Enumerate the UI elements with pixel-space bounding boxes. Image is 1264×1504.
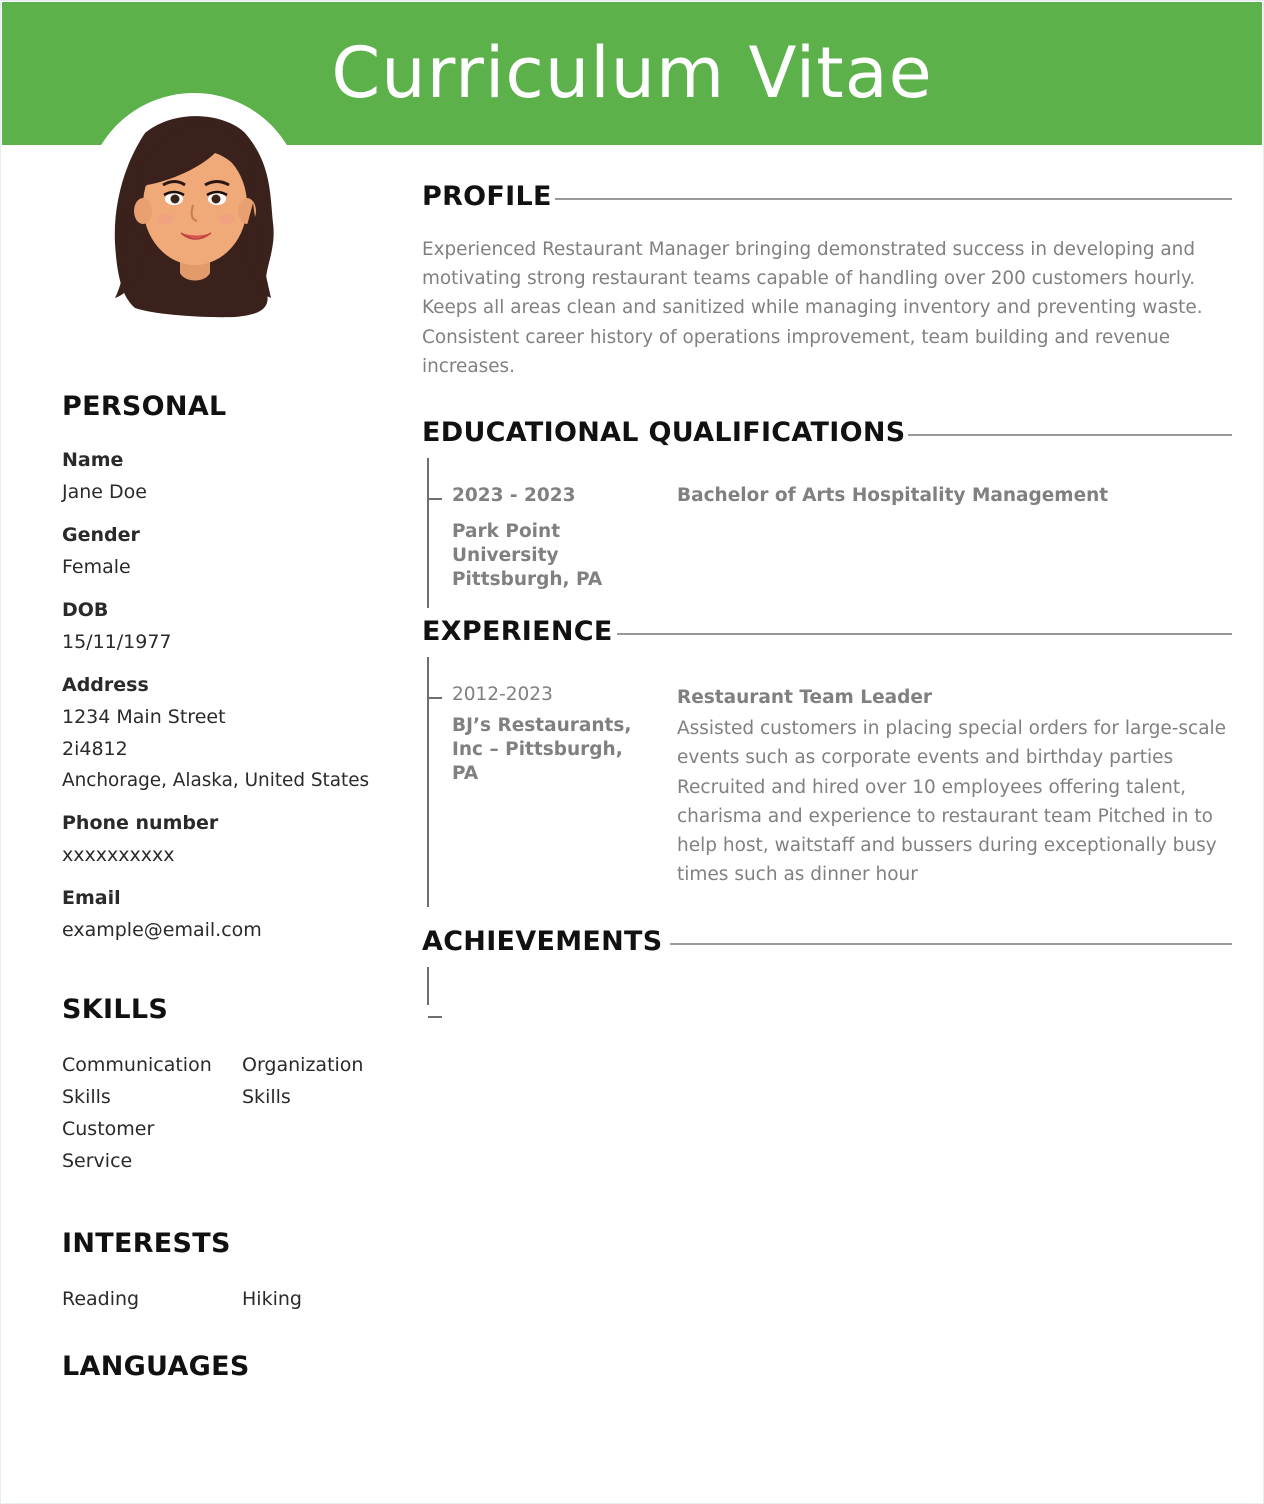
education-dates: 2023 - 2023: [452, 485, 576, 506]
timeline-tick: [428, 1016, 442, 1018]
section-divider: [617, 633, 1232, 635]
name-value: Jane Doe: [62, 481, 147, 503]
profile-text: Experienced Restaurant Manager bringing demonstrated success in developing and motivating strong restaurant teams capable of handling over 200 customers hourly. Keeps all areas clean and sanitized while managing inventory and preventing waste. Consistent career history of operations improvement, team building and revenue increases.: [422, 239, 1203, 377]
experience-company: BJ’s Restaurants, Inc – Pittsburgh, PA: [452, 715, 632, 784]
interest-item: Hiking: [242, 1288, 302, 1310]
achievements-heading: ACHIEVEMENTS: [422, 926, 663, 957]
address-label: Address: [62, 674, 149, 696]
address-line3: Anchorage, Alaska, United States: [62, 770, 370, 791]
address-line2: 2i4812: [62, 738, 128, 760]
skill-item: Customer Service: [62, 1118, 155, 1172]
education-heading: EDUCATIONAL QUALIFICATIONS: [422, 417, 906, 448]
timeline-line: [427, 458, 429, 608]
personal-heading: PERSONAL: [62, 391, 227, 422]
profile-heading: PROFILE: [422, 181, 552, 212]
dob-label: DOB: [62, 599, 109, 621]
name-label: Name: [62, 449, 124, 471]
interests-heading: INTERESTS: [62, 1228, 231, 1259]
education-degree: Bachelor of Arts Hospitality Management: [677, 485, 1109, 506]
experience-dates: 2012-2023: [452, 684, 553, 705]
section-divider: [555, 198, 1232, 200]
timeline-line: [427, 657, 429, 907]
phone-value: xxxxxxxxxx: [62, 844, 175, 866]
skill-item: Organization Skills: [242, 1054, 364, 1108]
avatar: [85, 93, 303, 333]
timeline-tick: [428, 498, 442, 500]
section-divider: [670, 943, 1232, 945]
phone-label: Phone number: [62, 812, 219, 834]
skill-item: Communication Skills: [62, 1054, 212, 1108]
email-value: example@email.com: [62, 919, 262, 941]
experience-role: Restaurant Team Leader: [677, 687, 933, 708]
section-divider: [908, 434, 1232, 436]
woman-avatar-icon: [85, 93, 303, 333]
gender-value: Female: [62, 556, 131, 578]
experience-heading: EXPERIENCE: [422, 616, 613, 647]
gender-label: Gender: [62, 524, 140, 546]
education-school: [452, 520, 672, 592]
education-school-location: Pittsburgh, PA: [452, 569, 603, 590]
page-title: Curriculum Vitae: [331, 32, 933, 114]
education-school-name: Park Point University: [452, 521, 561, 566]
timeline-line: [427, 967, 429, 1005]
skills-heading: SKILLS: [62, 994, 169, 1025]
experience-description: Assisted customers in placing special orders for large-scale events such as corporate events and birthday parties Recruited and hired over 10 employees offering talent, charisma and experience to restaurant team Pitched in to help host, waitstaff and bussers during exceptionally busy times such as dinner hour: [677, 718, 1227, 886]
email-label: Email: [62, 887, 121, 909]
timeline-tick: [428, 697, 442, 699]
address-line1: 1234 Main Street: [62, 706, 226, 728]
languages-heading: LANGUAGES: [62, 1351, 250, 1382]
dob-value: 15/11/1977: [62, 631, 172, 653]
interest-item: Reading: [62, 1288, 140, 1310]
